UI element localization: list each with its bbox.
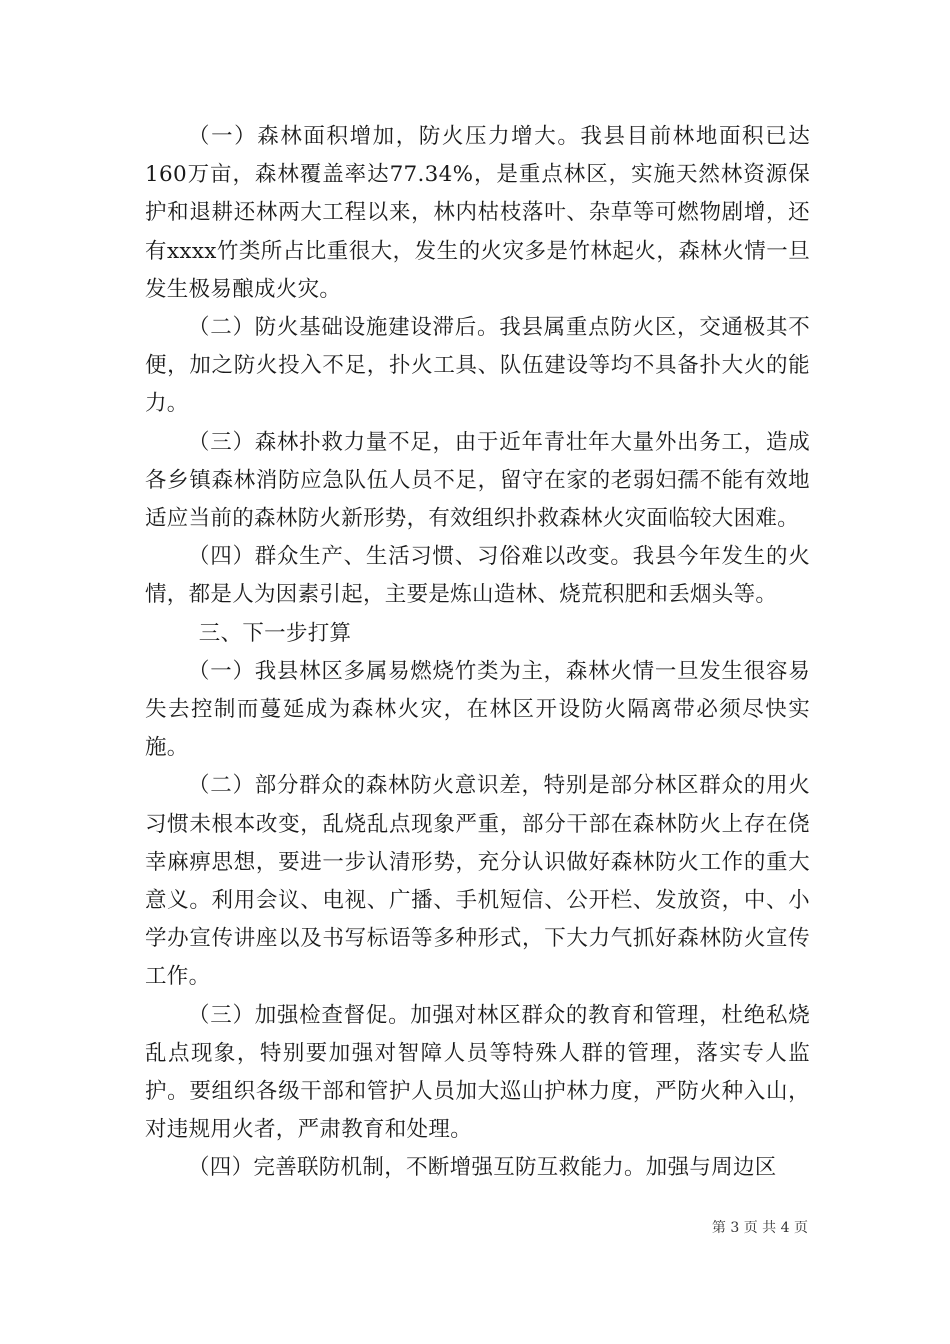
paragraph-firebreak: （一）我县林区多属易燃烧竹类为主，森林火情一旦发生很容易失去控制而蔓延成为森林火灾，在林区开设防火隔离带必须尽快实施。: [145, 658, 810, 761]
paragraph-inspection: （三）加强检查督促。加强对林区群众的教育和管理，杜绝私烧乱点现象，特别要加强对智障人员等特殊人群的管理，落实专人监护。要组织各级干部和管护人员加大巡山护林力度，严防火种入山，对违规用火者，严肃教育和处理。: [145, 1002, 810, 1143]
section-heading-next-steps: 三、下一步打算: [198, 620, 352, 646]
paragraph-awareness: （二）部分群众的森林防火意识差，特别是部分林区群众的用火习惯未根本改变，乱烧乱点现象严重，部分干部在森林防火上存在侥幸麻痹思想，要进一步认清形势，充分认识做好森林防火工作的重大意义。利用会议、电视、广播、手机短信、公开栏、发放资，中、小学办宣传讲座以及书写标语等多种形式，下大力气抓好森林防火宣传工作。: [145, 773, 810, 990]
paragraph-forest-area: （一）森林面积增加，防火压力增大。我县目前林地面积已达160万亩，森林覆盖率达77.34%，是重点林区，实施天然林资源保护和退耕还林两大工程以来，林内枯枝落叶、杂草等可燃物剧增，还有xxxx竹类所占比重很大，发生的火灾多是竹林起火，森林火情一旦发生极易酿成火灾。: [145, 124, 810, 302]
page-number: 第 3 页 共 4 页: [711, 1220, 808, 1236]
paragraph-joint-defense: （四）完善联防机制，不断增强互防互救能力。加强与周边区: [188, 1155, 777, 1181]
paragraph-infrastructure: （二）防火基础设施建设滞后。我县属重点防火区，交通极其不便，加之防火投入不足，扑火工具、队伍建设等均不具备扑大火的能力。: [145, 315, 810, 417]
document-body: [145, 118, 810, 1188]
paragraph-rescue-capacity: （三）森林扑救力量不足，由于近年青壮年大量外出务工，造成各乡镇森林消防应急队伍人员不足，留守在家的老弱妇孺不能有效地适应当前的森林防火新形势，有效组织扑救森林火灾面临较大困难。: [145, 429, 810, 532]
paragraph-customs: （四）群众生产、生活习惯、习俗难以改变。我县今年发生的火情，都是人为因素引起，主要是炼山造林、烧荒积肥和丢烟头等。: [145, 544, 810, 608]
